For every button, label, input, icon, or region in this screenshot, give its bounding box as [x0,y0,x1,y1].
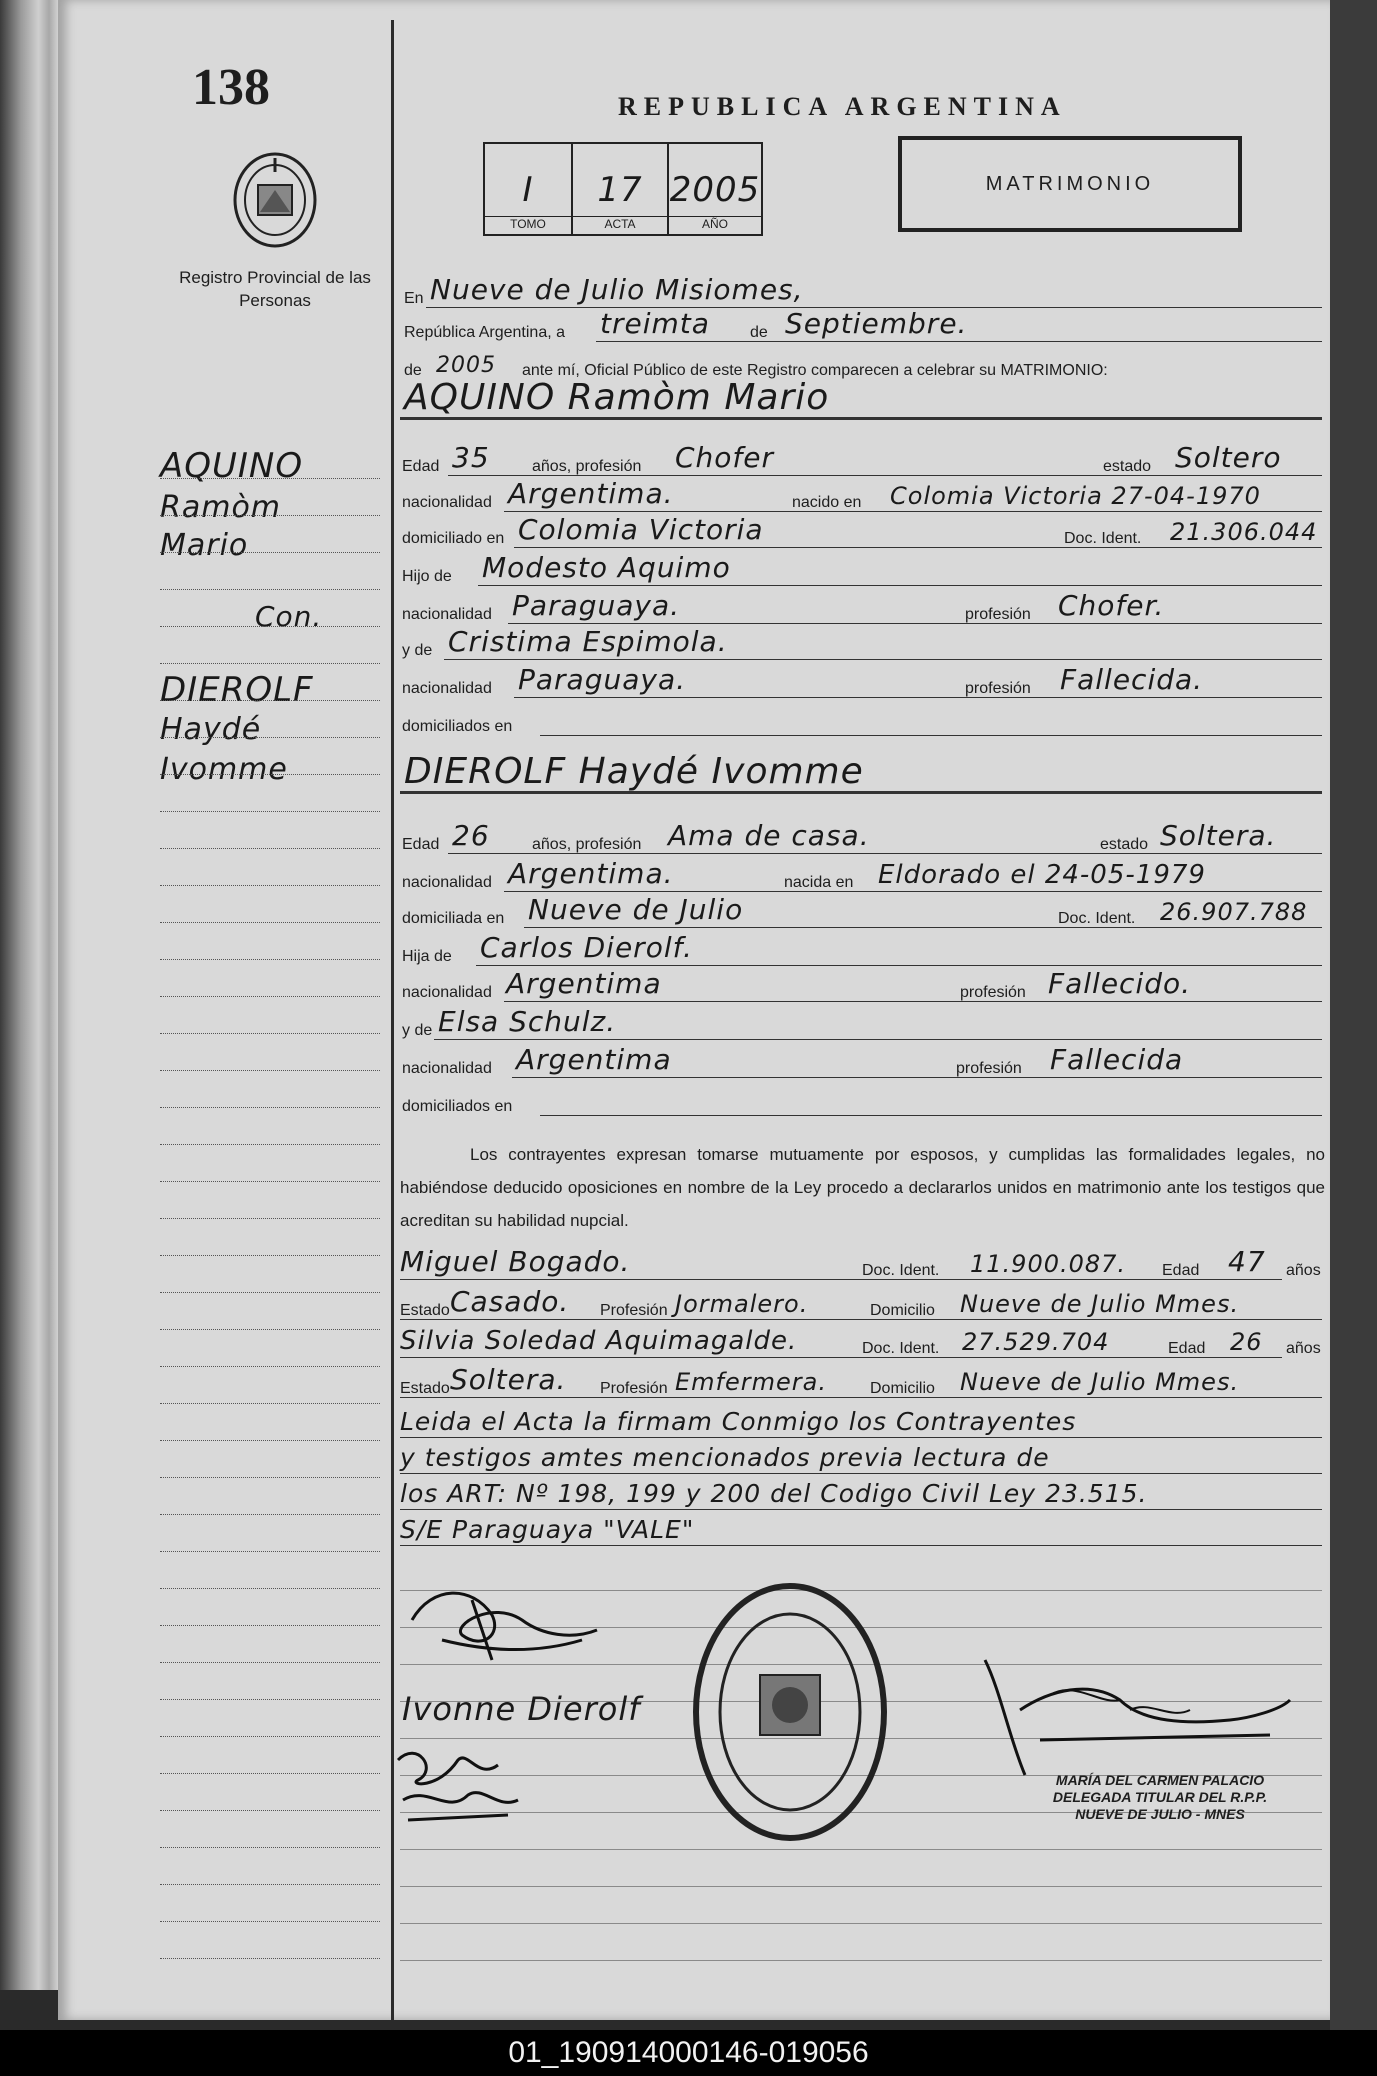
margin-rule [160,1403,380,1404]
groom-birth: Colomia Victoria 27-04-1970 [890,482,1261,510]
margin-rule [160,700,380,701]
tomo-cell [485,144,573,234]
nationality-label: nacionalidad [402,680,492,697]
doc-label: Doc. Ident. [862,1340,940,1357]
born-label: nacido en [792,494,862,511]
margin-rule [160,1588,380,1589]
margin-connector: Con. [255,600,323,633]
nationality-label: nacionalidad [402,874,492,891]
closing-text: S/E Paraguaya "VALE" [400,1515,695,1544]
margin-rule [160,1366,380,1367]
ano-cell [669,144,761,234]
place-prefix: En [404,290,424,307]
country-title: REPUBLICA ARGENTINA [618,92,1067,121]
groom-father-nationality: Paraguaya. [512,589,681,622]
groom-father-nat-row [400,588,1322,628]
registry-stamp [690,1580,890,1845]
parent2-label: y de [402,1022,433,1039]
bride-full-name: DIEROLF Haydé Ivomme [404,751,864,792]
margin-rule [160,1033,380,1034]
parents-domicile-label: domiciliados en [402,1098,513,1115]
civil-label: estado [1103,458,1152,475]
margin-rule [160,1255,380,1256]
bride-father-profession: Fallecido. [1048,967,1192,1000]
tomo-value: I [522,170,534,210]
bride-father-row [400,930,1322,970]
parent1-label: Hijo de [402,568,452,585]
margin-rule [160,1810,380,1811]
margin-rule [160,552,380,553]
profession-label: Profesión [600,1380,668,1397]
margin-rule [160,1773,380,1774]
province-seal-icon [230,150,320,250]
margin-rule [160,1625,380,1626]
witness2-row [400,1322,1322,1362]
profession-label: profesión [965,680,1031,697]
margin-rule [160,774,380,775]
image-id: 01_190914000146-019056 [508,2036,869,2069]
margin-rule [160,737,380,738]
bride-civil-status: Soltera. [1160,819,1277,852]
bride-parents-dom-row [400,1080,1322,1120]
margin-rule [160,1107,380,1108]
body-rule [400,1886,1322,1887]
margin-rule [160,1847,380,1848]
body-rule [400,1923,1322,1924]
margin-rule [160,663,380,664]
margin-rule [160,1736,380,1737]
margin-rule [160,885,380,886]
margin-groom-surname: AQUINO [160,446,304,486]
margin-rule [160,1181,380,1182]
bride-signature: Ivonne Dierolf [402,1690,641,1728]
margin-rule [160,1921,380,1922]
official-place: NUEVE DE JULIO - MNES [1075,1806,1245,1822]
margin-rule [160,1551,380,1552]
ano-label: AÑO [669,216,761,231]
doc-label: Doc. Ident. [1058,910,1136,927]
facing-page-edge [1330,0,1377,2030]
margin-rule [160,478,380,479]
groom-age: 35 [452,441,490,474]
witness1-details-row [400,1284,1322,1324]
margin-rule [160,1477,380,1478]
witness2-details-row [400,1362,1322,1402]
groom-parents-dom-row [400,700,1322,740]
year-prefix: de [404,362,422,379]
margin-rule [160,1514,380,1515]
civil-label: estado [1100,836,1149,853]
witness1-domicile: Nueve de Julio Mmes. [960,1290,1240,1318]
day-value: treimta [600,307,710,340]
domicile-label: domiciliado en [402,530,505,547]
bride-mother-row [400,1004,1322,1044]
profession-label: profesión [960,984,1026,1001]
closing-text: y testigos amtes mencionados previa lectura de [400,1443,1050,1472]
margin-rule [160,1292,380,1293]
place-value: Nueve de Julio Misiomes, [430,273,804,306]
witness1-name: Miguel Bogado. [400,1245,631,1278]
age-label: Edad [1162,1262,1200,1279]
month-prefix: de [750,324,768,341]
margin-bride-given-2: Ivomme [160,752,288,787]
witness2-name: Silvia Soledad Aquimagalde. [400,1326,798,1356]
bride-name-row [400,751,1322,798]
closing-line-1 [400,1402,1322,1442]
estado-label: Estado [400,1380,450,1397]
bride-mother: Elsa Schulz. [438,1005,617,1038]
bride-mother-nat-row [400,1042,1322,1082]
tomo-acta-ano-box [483,142,763,236]
acta-cell [573,144,669,234]
witness1-doc: 11.900.087. [970,1250,1127,1278]
stamp-text [690,1850,890,1851]
years-profession-label: años, profesión [532,458,642,475]
acta-label: ACTA [573,216,667,231]
bride-father-nat-row [400,966,1322,1006]
groom-father: Modesto Aquimo [482,551,731,584]
closing-text: Leida el Acta la firmam Conmigo los Contrayentes [400,1407,1077,1436]
years-label: años [1286,1262,1321,1279]
age-label: Edad [402,836,440,853]
doc-label: Doc. Ident. [1064,530,1142,547]
groom-signature [402,1580,612,1670]
bride-nationality: Argentima. [508,857,674,890]
groom-nationality-row [400,476,1322,516]
profession-label: profesión [956,1060,1022,1077]
groom-mother-row [400,624,1322,664]
witness2-age: 26 [1230,1328,1263,1356]
bride-domicile-row [400,892,1322,932]
domicile-label: Domicilio [870,1302,935,1319]
nationality-label: nacionalidad [402,494,492,511]
profession-label: profesión [965,606,1031,623]
margin-divider [391,20,394,2020]
margin-rule [160,922,380,923]
domicile-label: domiciliada en [402,910,505,927]
age-label: Edad [402,458,440,475]
closing-text: los ART: Nº 198, 199 y 200 del Codigo Civil Ley 23.515. [400,1479,1148,1508]
ano-value: 2005 [669,170,761,210]
margin-rule [160,1699,380,1700]
margin-groom-given-1: Ramòm [160,490,282,525]
born-label: nacida en [784,874,854,891]
closing-line-2 [400,1438,1322,1478]
page-number: 138 [192,59,270,116]
witness1-profession: Jormalero. [675,1290,809,1318]
age-label: Edad [1168,1340,1206,1357]
bride-age: 26 [452,819,490,852]
groom-mother-nat-row [400,662,1322,702]
record-type-box [898,136,1242,232]
margin-rule [160,1440,380,1441]
estado-label: Estado [400,1302,450,1319]
bride-mother-nationality: Argentima [516,1043,672,1076]
groom-mother: Cristima Espimola. [448,625,728,658]
margin-rule [160,1958,380,1959]
bride-doc: 26.907.788 [1160,898,1308,926]
years-profession-label: años, profesión [532,836,642,853]
witness2-doc: 27.529.704 [962,1328,1110,1356]
body-rule [400,1960,1322,1961]
witness2-estado: Soltera. [450,1363,567,1396]
intro-statement: ante mí, Oficial Público de este Registro comparecen a celebrar su MATRIMONIO: [522,362,1108,379]
bride-father-nationality: Argentima [506,967,662,1000]
margin-rule [160,1070,380,1071]
bride-nationality-row [400,856,1322,896]
groom-mother-nationality: Paraguaya. [518,663,687,696]
year-value: 2005 [436,353,496,378]
official-block [1030,1772,1290,1823]
groom-father-row [400,550,1322,590]
profession-label: Profesión [600,1302,668,1319]
margin-groom-given-2: Mario [160,528,249,563]
intro-date-row [400,306,1322,346]
groom-age-row [400,440,1322,480]
doc-label: Doc. Ident. [862,1262,940,1279]
bride-profession: Ama de casa. [668,819,870,852]
groom-profession: Chofer [675,441,775,474]
acta-value: 17 [597,170,643,210]
groom-domicile: Colomia Victoria [518,513,764,546]
margin-rule [160,589,380,590]
margin-rule [160,1329,380,1330]
record-type: MATRIMONIO [985,173,1155,195]
month-value: Septiembre. [785,307,968,340]
years-label: años [1286,1340,1321,1357]
official-title: DELEGADA TITULAR DEL R.P.P. [1052,1789,1268,1805]
groom-nationality: Argentima. [508,477,674,510]
witness1-age: 47 [1228,1245,1266,1278]
official-signature [980,1650,1300,1780]
margin-rule [160,1218,380,1219]
republic-prefix: República Argentina, a [404,324,565,341]
margin-rule [160,1662,380,1663]
bride-mother-profession: Fallecida [1050,1043,1184,1076]
margin-rule [160,811,380,812]
witness2-domicile: Nueve de Julio Mmes. [960,1368,1240,1396]
margin-rule [160,848,380,849]
registry-name: Registro Provincial de las Personas [179,268,371,310]
groom-name-row [400,377,1322,424]
witness2-profession: Emfermera. [675,1368,827,1396]
tomo-label: TOMO [485,216,571,231]
bride-age-row [400,818,1322,858]
bride-birth: Eldorado el 24-05-1979 [878,860,1206,890]
groom-full-name: AQUINO Ramòm Mario [404,377,830,418]
witness1-estado: Casado. [450,1285,570,1318]
margin-bride-surname: DIEROLF [160,670,314,710]
parents-domicile-label: domiciliados en [402,718,513,735]
margin-rule [160,1884,380,1885]
groom-domicile-row [400,512,1322,552]
margin-bride-given-1: Haydé [160,712,262,747]
closing-line-3 [400,1474,1322,1514]
groom-father-profession: Chofer. [1058,589,1165,622]
declaration-paragraph: Los contrayentes expresan tomarse mutuamente por esposos, y cumplidas las formalidades legales, no habiéndose deducido oposiciones en nombre de la Ley procedo a declararlos unidos en matrimonio ante los testigos que acreditan su habilidad nupcial. [400,1145,1325,1230]
nationality-label: nacionalidad [402,984,492,1001]
official-name: MARÍA DEL CARMEN PALACIO [1055,1772,1265,1788]
nationality-label: nacionalidad [402,606,492,623]
groom-civil-status: Soltero [1175,441,1282,474]
groom-mother-profession: Fallecida. [1060,663,1204,696]
witness1-row [400,1244,1322,1284]
margin-rule [160,959,380,960]
margin-rule [160,626,380,627]
margin-rule [160,1144,380,1145]
witness-signatures [388,1730,528,1830]
bride-domicile: Nueve de Julio [528,893,744,926]
bride-father: Carlos Dierolf. [480,931,693,964]
domicile-label: Domicilio [870,1380,935,1397]
closing-line-4 [400,1510,1322,1550]
nationality-label: nacionalidad [402,1060,492,1077]
parent2-label: y de [402,642,433,659]
groom-doc: 21.306.044 [1170,518,1318,546]
margin-rule [160,996,380,997]
margin-rule [160,515,380,516]
parent1-label: Hija de [402,948,452,965]
